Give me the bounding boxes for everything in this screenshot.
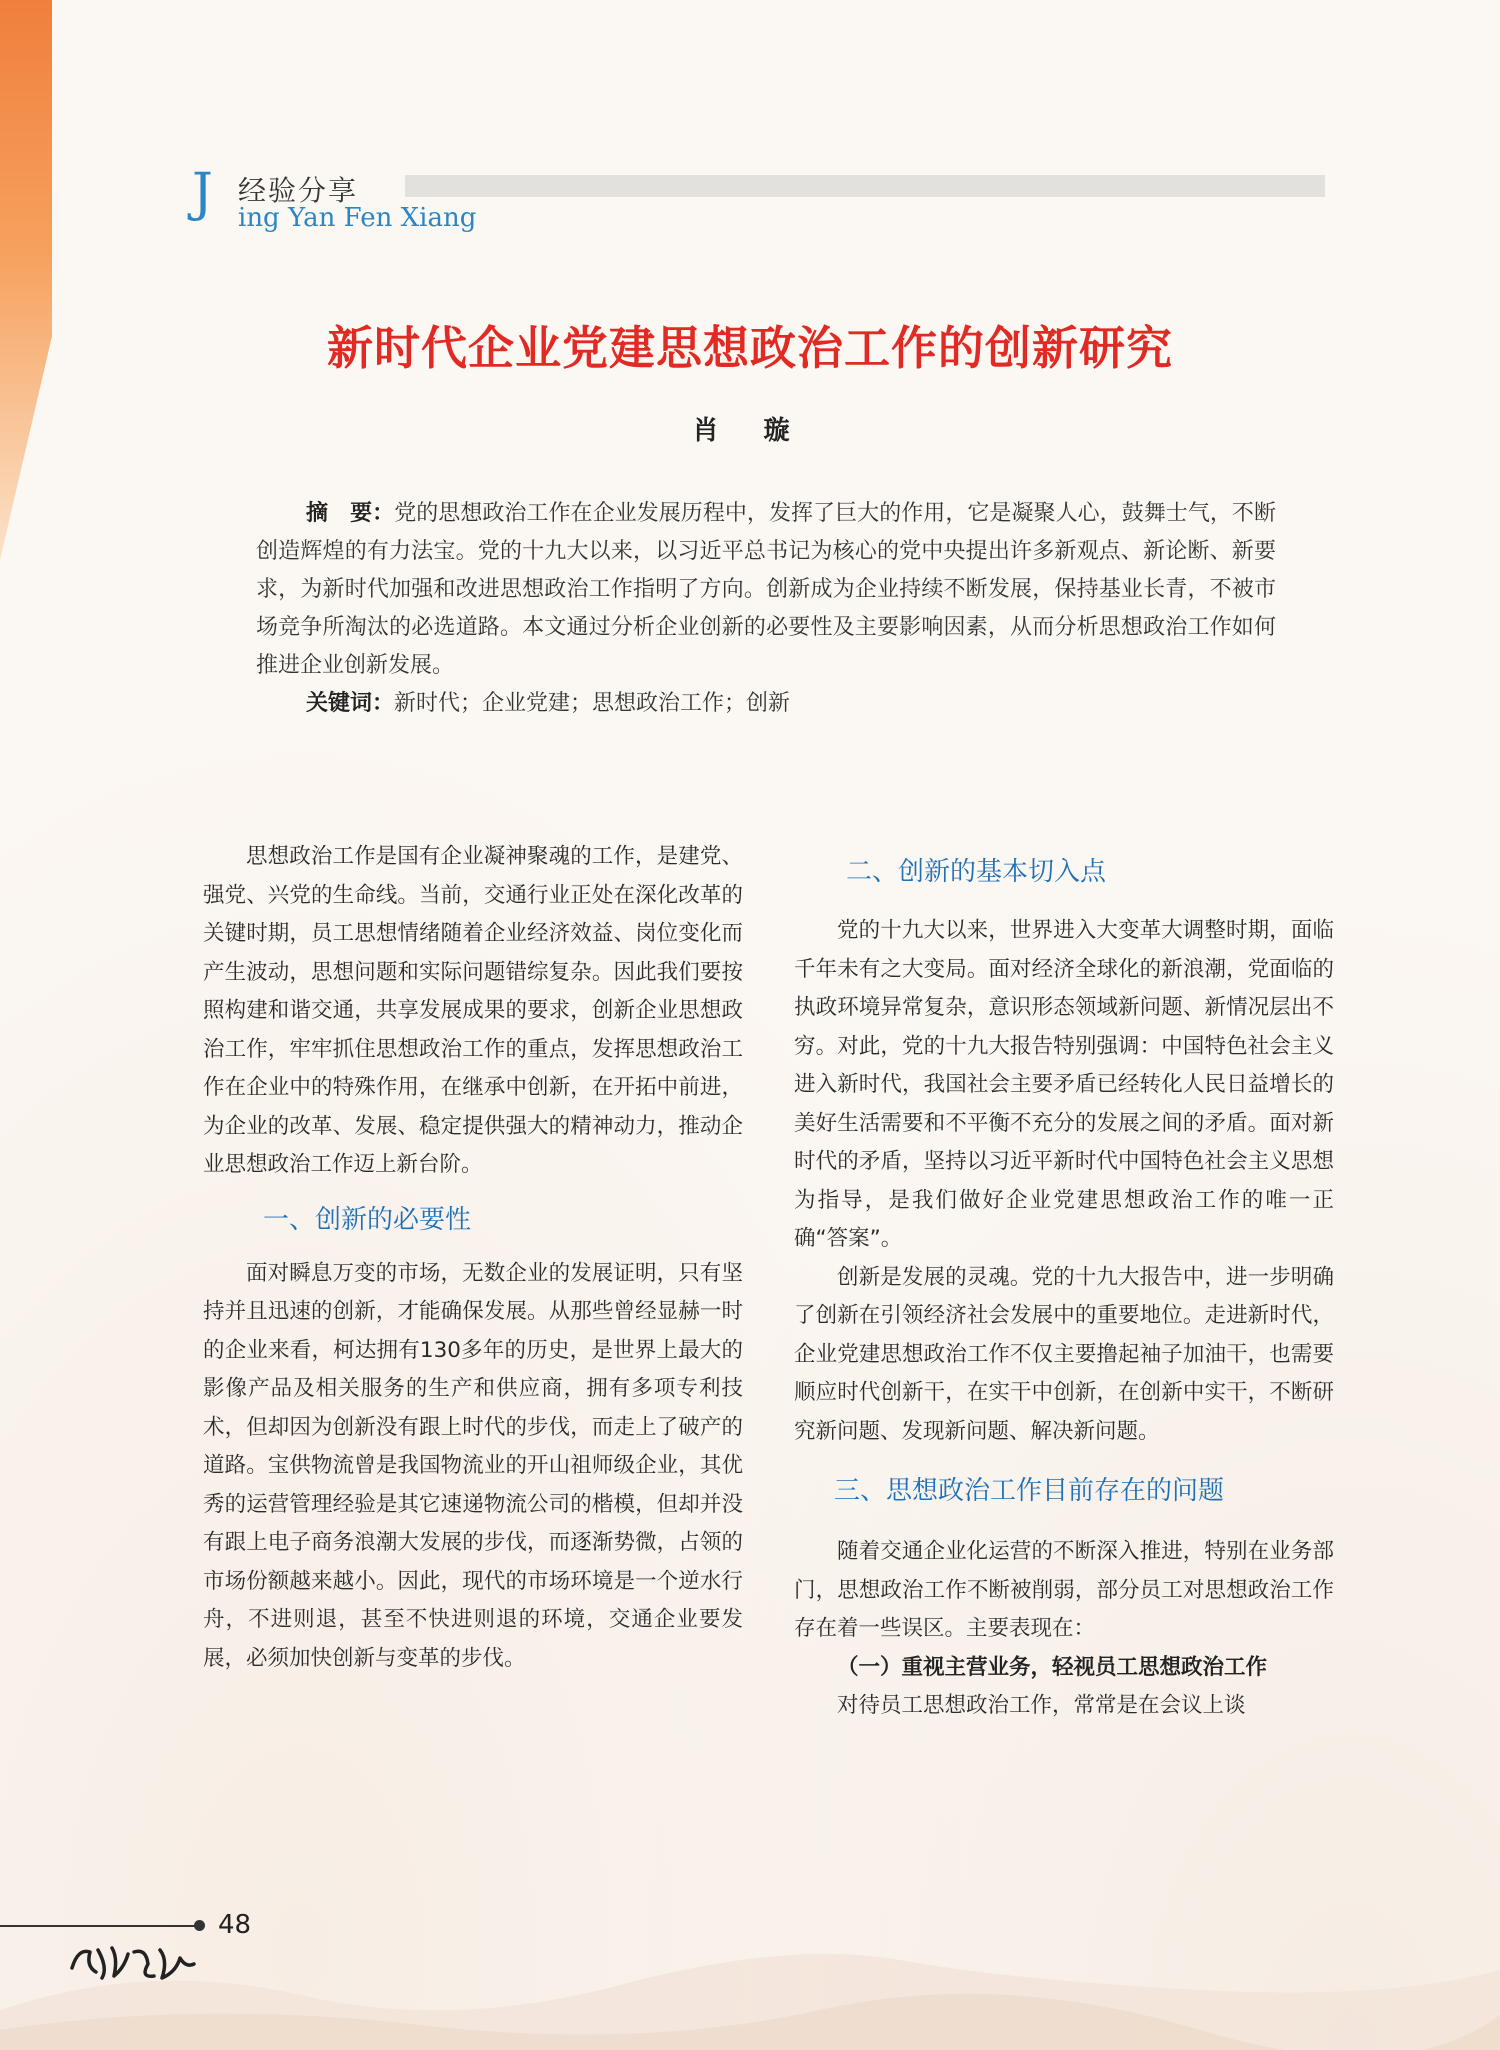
section-tag-bar	[405, 175, 1325, 197]
footer-dot	[194, 1920, 205, 1931]
section-tag	[190, 165, 1325, 240]
left-column	[203, 838, 743, 1678]
abstract-label: 摘 要：	[306, 501, 395, 526]
intro-paragraph: 思想政治工作是国有企业凝神聚魂的工作，是建党、强党、兴党的生命线。当前，交通行业正处在深化改革的关键时期，员工思想情绪随着企业经济效益、岗位变化而产生波动，思想问题和实际问题错综复杂。因此我们要按照构建和谐交通，共享发展成果的要求，创新企业思想政治工作，牢牢抓住思想政治工作的重点，发挥思想政治工作在企业中的特殊作用，在继承中创新，在开拓中前进，为企业的改革、发展、稳定提供强大的精神动力，推动企业思想政治工作迈上新台阶。	[203, 844, 743, 1177]
footer-rule	[0, 1925, 200, 1927]
page-number: 48	[218, 1910, 252, 1940]
section-heading-3: 三、思想政治工作目前存在的问题	[834, 1476, 1225, 1506]
paragraph-necessity: 面对瞬息万变的市场，无数企业的发展证明，只有坚持并且迅速的创新，才能确保发展。从那些曾经显赫一时的企业来看，柯达拥有130多年的历史，是世界上最大的影像产品及相关服务的生产和供应商，拥有多项专利技术，但却因为创新没有跟上时代的步伐，而走上了破产的道路。宝供物流曾是我国物流业的开山祖师级企业，其优秀的运营管理经验是其它速递物流公司的楷模，但却并没有跟上电子商务浪潮大发展的步伐，而逐渐势微，占领的市场份额越来越小。因此，现代的市场环境是一个逆水行舟，不进则退，甚至不快进则退的环境，交通企业要发展，必须加快创新与变革的步伐。	[203, 1260, 743, 1671]
abstract-block	[256, 495, 1276, 723]
section-tag-title: 经验分享	[238, 174, 359, 207]
magazine-brand-logo	[68, 1938, 198, 1986]
sub-heading-1: （一）重视主营业务，轻视员工思想政治工作	[837, 1654, 1268, 1680]
section-heading-1: 一、创新的必要性	[263, 1204, 472, 1235]
keywords-text: 新时代；企业党建；思想政治工作；创新	[394, 691, 791, 716]
paragraph-innovation-soul: 创新是发展的灵魂。党的十九大报告中，进一步明确了创新在引领经济社会发展中的重要地位。走进新时代，企业党建思想政治工作不仅主要撸起袖子加油干，也需要顺应时代创新干，在实干中创新，在创新中实干，不断研究新问题、发现新问题、解决新问题。	[794, 1264, 1334, 1444]
article-author: 肖 璇	[692, 416, 808, 446]
paragraph-entry-point: 党的十九大以来，世界进入大变革大调整时期，面临千年未有之大变局。面对经济全球化的新浪潮，党面临的执政环境异常复杂，意识形态领域新问题、新情况层出不穷。对此，党的十九大报告特别强调：中国特色社会主义进入新时代，我国社会主要矛盾已经转化人民日益增长的美好生活需要和不平衡不充分的发展之间的矛盾。面对新时代的矛盾，坚持以习近平新时代中国特色社会主义思想为指导，是我们做好企业党建思想政治工作的唯一正确“答案”。	[794, 918, 1334, 1251]
abstract-text: 党的思想政治工作在企业发展历程中，发挥了巨大的作用，它是凝聚人心，鼓舞士气，不断创造辉煌的有力法宝。党的十九大以来，以习近平总书记为核心的党中央提出许多新观点、新论断、新要求，为新时代加强和改进思想政治工作指明了方向。创新成为企业持续不断发展，保持基业长青，不被市场竞争所淘汰的必选道路。本文通过分析企业创新的必要性及主要影响因素，从而分析思想政治工作如何推进企业创新发展。	[256, 501, 1276, 678]
right-column	[794, 838, 1334, 1726]
section-tag-pinyin: ing Yan Fen Xiang	[238, 203, 477, 233]
section-heading-2: 二、创新的基本切入点	[846, 857, 1107, 887]
paragraph-problems: 随着交通企业化运营的不断深入推进，特别在业务部门，思想政治工作不断被削弱，部分员工对思想政治工作存在着一些误区。主要表现在：	[794, 1539, 1334, 1641]
article-title: 新时代企业党建思想政治工作的创新研究	[327, 321, 1173, 375]
section-tag-initial: J	[192, 163, 213, 223]
paragraph-continued: 对待员工思想政治工作，常常是在会议上谈	[837, 1693, 1246, 1718]
keywords-label: 关键词：	[306, 691, 395, 716]
